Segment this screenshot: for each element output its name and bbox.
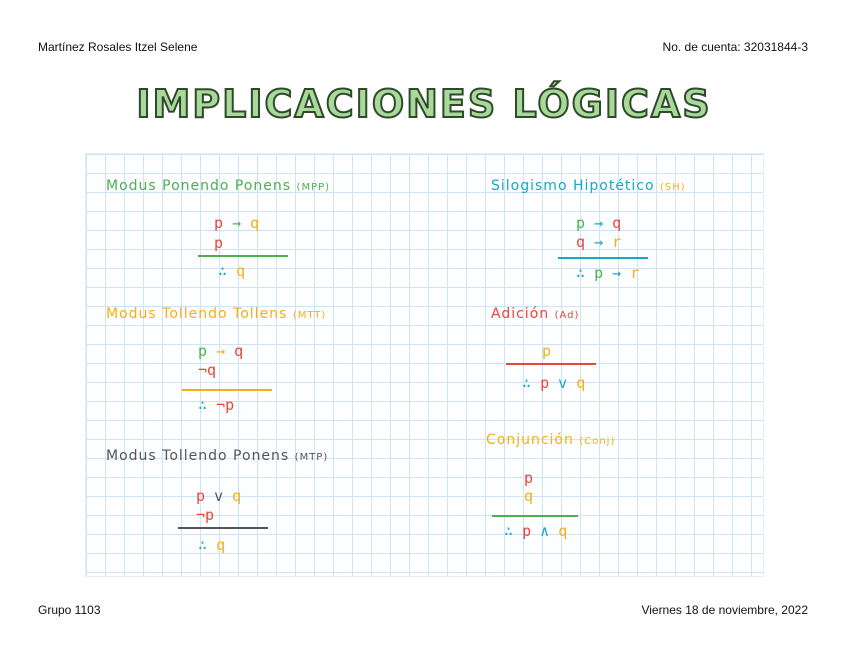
rule-abbr-mtp: (MTP) — [294, 452, 329, 463]
grid-paper — [85, 153, 764, 577]
conj-conclusion-op: ∧ — [540, 522, 550, 540]
sh-conclusion-a: p — [594, 264, 604, 282]
mtp-divider — [178, 527, 268, 529]
rule-title-sh — [491, 178, 686, 194]
mtt-premise-2: ¬q — [198, 361, 217, 379]
mpp-conclusion-value: q — [236, 262, 246, 280]
rule-name-sh: Silogismo Hipotético — [491, 178, 655, 194]
sh-p1-arrow: → — [594, 214, 604, 232]
mtp-premise-1 — [196, 487, 241, 505]
mpp-p1-b: q — [250, 214, 260, 232]
mtt-premise-1 — [198, 342, 243, 360]
rule-name-mpp: Modus Ponendo Ponens — [106, 178, 292, 194]
rule-title-mtp — [106, 448, 328, 464]
ad-premise-1: p — [542, 342, 552, 360]
mtp-conclusion — [198, 536, 225, 554]
sh-p2-a: q — [576, 233, 586, 251]
mpp-therefore-icon: ∴ — [218, 262, 228, 280]
rule-abbr-mtt: (MTT) — [292, 310, 327, 321]
mtp-p1-a: p — [196, 487, 206, 505]
conj-conclusion-a: p — [522, 522, 532, 540]
sh-premise-2 — [576, 233, 621, 251]
mpp-divider — [198, 255, 288, 257]
mtp-p1-b: q — [232, 487, 242, 505]
sh-p2-b: r — [612, 233, 622, 251]
mtt-conclusion — [198, 396, 234, 414]
mtp-therefore-icon: ∴ — [198, 536, 208, 554]
rule-abbr-ad: (Ad) — [554, 310, 580, 321]
mtt-conclusion-value: ¬p — [216, 396, 235, 414]
mtt-divider — [182, 389, 272, 391]
sh-conclusion-arrow: → — [612, 264, 622, 282]
conj-therefore-icon: ∴ — [504, 522, 514, 540]
mtt-p1-a: p — [198, 342, 208, 360]
mpp-premise-2: p — [214, 234, 224, 252]
rule-title-ad — [491, 306, 579, 322]
ad-conclusion-a: p — [540, 374, 550, 392]
sh-p1-b: q — [612, 214, 622, 232]
rule-name-ad: Adición — [491, 306, 550, 322]
mtt-therefore-icon: ∴ — [198, 396, 208, 414]
conj-premise-2: q — [524, 487, 534, 505]
rule-title-mtt — [106, 306, 326, 322]
mtt-p1-b: q — [234, 342, 244, 360]
sh-p2-arrow: → — [594, 233, 604, 251]
sh-conclusion — [576, 264, 639, 282]
sh-therefore-icon: ∴ — [576, 264, 586, 282]
mtp-conclusion-value: q — [216, 536, 226, 554]
rule-abbr-mpp: (MPP) — [296, 182, 331, 193]
sh-divider — [558, 257, 648, 259]
sh-premise-1 — [576, 214, 621, 232]
author-name: Martínez Rosales Itzel Selene — [38, 40, 198, 54]
rule-abbr-sh: (SH) — [660, 182, 686, 193]
group-label: Grupo 1103 — [38, 603, 101, 617]
sh-p1-a: p — [576, 214, 586, 232]
ad-conclusion-op: v — [558, 374, 568, 392]
rule-abbr-conj: (Conj) — [579, 436, 616, 447]
account-number: No. de cuenta: 32031844-3 — [662, 40, 808, 54]
mpp-conclusion — [218, 262, 245, 280]
rule-name-mtp: Modus Tollendo Ponens — [106, 448, 290, 464]
conj-premise-1: p — [524, 469, 534, 487]
ad-divider — [506, 363, 596, 365]
ad-conclusion — [522, 374, 585, 392]
mtp-premise-2: ¬p — [196, 506, 215, 524]
rule-title-conj — [486, 432, 615, 448]
rule-name-mtt: Modus Tollendo Tollens — [106, 306, 288, 322]
conj-conclusion-b: q — [558, 522, 568, 540]
mtp-p1-op: v — [214, 487, 224, 505]
page-title: IMPLICACIONES LÓGICAS — [136, 82, 712, 126]
mpp-p1-arrow: → — [232, 214, 242, 232]
ad-therefore-icon: ∴ — [522, 374, 532, 392]
rule-name-conj: Conjunción — [486, 432, 574, 448]
sh-conclusion-b: r — [630, 264, 640, 282]
mtt-p1-arrow: → — [216, 342, 226, 360]
ad-conclusion-b: q — [576, 374, 586, 392]
conj-divider — [492, 515, 578, 517]
date-label: Viernes 18 de noviembre, 2022 — [641, 603, 808, 617]
mpp-p1-a: p — [214, 214, 224, 232]
rule-title-mpp — [106, 178, 330, 194]
conj-conclusion — [504, 522, 567, 540]
mpp-premise-1 — [214, 214, 259, 232]
